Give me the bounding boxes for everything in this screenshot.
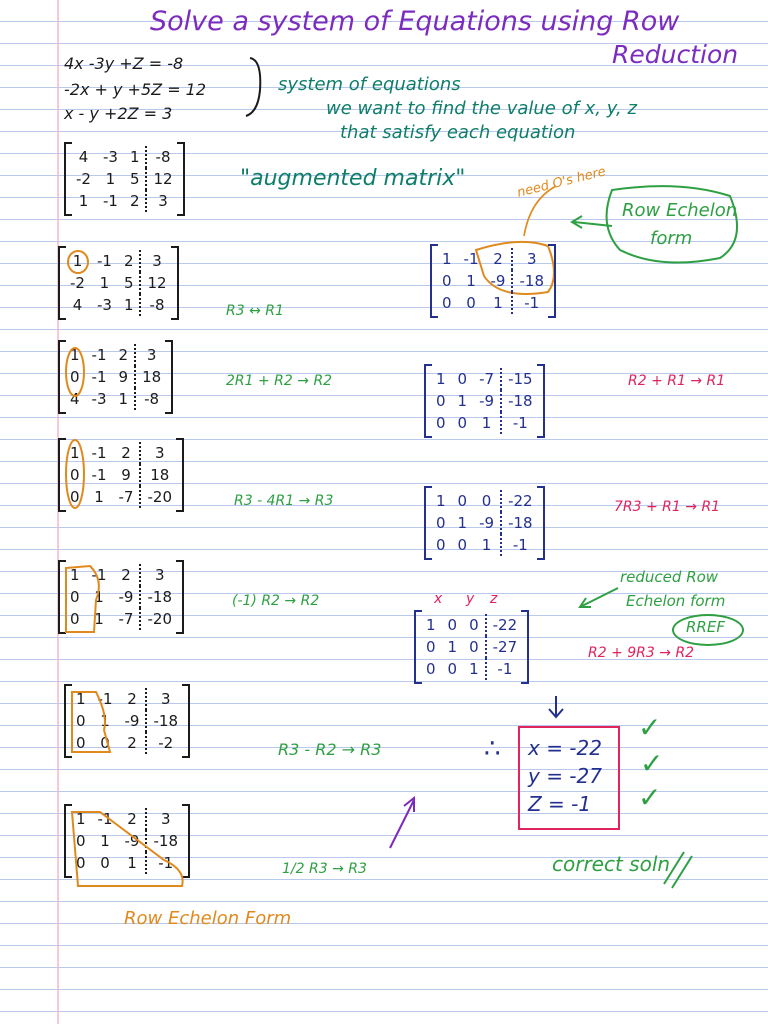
correct-solution-note: correct soln [552, 852, 671, 876]
matrix-cell: 0 [436, 536, 446, 554]
matrix-cell: -1 [91, 346, 107, 364]
var-header-x: x [434, 591, 443, 607]
page-title-continued: Reduction [612, 40, 739, 69]
matrix-cell: 0 [426, 638, 436, 656]
matrix-rhs-cell: 3 [135, 344, 167, 366]
matrix-cell: 1 [442, 250, 452, 268]
matrix-rhs-cell: -27 [486, 636, 524, 658]
matrix-cell: 1 [457, 392, 468, 410]
matrix-rhs-cell: -18 [501, 512, 539, 534]
matrix-cell: 1 [105, 170, 116, 188]
matrix-cell: 0 [436, 514, 446, 532]
matrix-rhs-cell: 18 [140, 464, 178, 486]
matrix-rhs-cell: 3 [140, 564, 178, 586]
matrix-cell: 0 [457, 492, 468, 510]
var-header-z: z [490, 591, 498, 607]
matrix-cell: 0 [442, 272, 452, 290]
matrix-cell: -3 [91, 390, 107, 408]
matrix-cell: 2 [121, 444, 131, 462]
matrix-rhs-cell: 3 [146, 688, 184, 710]
matrix-cell: 0 [426, 660, 436, 678]
matrix-rhs-cell: 3 [146, 808, 184, 830]
matrix-cell: 1 [469, 660, 479, 678]
checkmark-icon: ✓ [638, 711, 662, 744]
matrix-rhs-cell: 3 [140, 442, 178, 464]
row-echelon-bubble-line1: Row Echelon [622, 200, 738, 221]
matrix-cell: 1 [70, 566, 80, 584]
matrix-cell: 1 [123, 296, 134, 314]
matrix-cell: -3 [96, 296, 112, 314]
equation-2: -2x + y +5Z = 12 [64, 80, 207, 99]
matrix-cell: 1 [70, 346, 80, 364]
matrix-rhs-cell: 12 [140, 272, 172, 294]
matrix-cell: 4 [70, 390, 80, 408]
matrix-rhs-cell: -22 [486, 614, 524, 636]
matrix-rhs-cell: -8 [135, 388, 167, 410]
matrix-rhs-cell: -1 [501, 534, 539, 556]
matrix-cell: 1 [436, 492, 446, 510]
matrix-cell: -9 [479, 514, 495, 532]
matrix-cell: -7 [118, 488, 134, 506]
matrix-cell: 1 [426, 616, 436, 634]
matrix-cell: 0 [466, 294, 476, 312]
matrix-cell: 0 [100, 854, 110, 872]
matrix-rhs-cell: -1 [146, 852, 184, 874]
matrix-cell: 0 [442, 294, 452, 312]
matrix-rhs-cell: -18 [146, 710, 184, 732]
solution-y: y = -27 [528, 764, 602, 788]
system-label: system of equations [278, 74, 461, 95]
matrix-rhs-cell: 3 [512, 248, 550, 270]
matrix-cell: 0 [100, 734, 110, 752]
matrix-cell: 2 [493, 250, 503, 268]
right-op-1: R2 + R1 → R1 [628, 373, 726, 389]
matrix-cell: 0 [76, 832, 86, 850]
matrix-cell: -1 [91, 444, 107, 462]
matrix-cell: 1 [76, 810, 86, 828]
matrix-cell: 0 [70, 466, 80, 484]
matrix-cell: 0 [76, 854, 86, 872]
matrix-rhs-cell: -8 [140, 294, 172, 316]
matrix-cell: -2 [70, 274, 85, 292]
matrix-cell: 1 [457, 514, 468, 532]
matrix-cell: 0 [70, 368, 80, 386]
matrix-cell: -1 [97, 810, 113, 828]
matrix-cell: -3 [102, 148, 118, 166]
matrix-cell: 2 [121, 566, 131, 584]
matrix-cell: 0 [481, 492, 492, 510]
matrix-cell: 0 [469, 638, 479, 656]
matrix-cell: -1 [96, 252, 112, 270]
matrix-cell: 2 [127, 734, 137, 752]
matrix-cell: 0 [447, 616, 458, 634]
matrix-cell: -7 [118, 610, 134, 628]
matrix-cell: -1 [91, 566, 107, 584]
matrix-cell: 1 [127, 854, 137, 872]
matrix-cell: 2 [123, 252, 134, 270]
step-op-3: R3 - 4R1 → R3 [234, 493, 334, 509]
matrix-cell: 1 [118, 390, 129, 408]
matrix-cell: -9 [124, 712, 140, 730]
matrix-rhs-cell: 12 [146, 168, 178, 190]
row-echelon-bubble-line2: form [650, 228, 693, 249]
matrix-rhs-cell: 3 [146, 190, 178, 212]
rref-label-line1: reduced Row [620, 568, 719, 586]
need-zeros-label: need O's here [515, 164, 608, 201]
page-title: Solve a system of Equations using Row [150, 6, 680, 37]
matrix-cell: 0 [70, 610, 80, 628]
matrix-cell: 1 [72, 252, 83, 270]
system-note-2: that satisfy each equation [340, 122, 576, 143]
therefore-symbol: ∴ [484, 734, 501, 764]
matrix-cell: -1 [463, 250, 479, 268]
matrix-cell: 1 [99, 274, 110, 292]
matrix-cell: 0 [70, 588, 80, 606]
step-op-2: 2R1 + R2 → R2 [226, 373, 333, 389]
matrix-cell: 0 [469, 616, 479, 634]
matrix-cell: -9 [124, 832, 140, 850]
equation-1: 4x -3y +Z = -8 [64, 54, 184, 73]
matrix-cell: 0 [457, 536, 468, 554]
matrix-rhs-cell: -1 [501, 412, 539, 434]
augmented-matrix-label: "augmented matrix" [240, 166, 466, 191]
step-op-5: R3 - R2 → R3 [278, 740, 382, 759]
matrix-cell: 1 [493, 294, 503, 312]
checkmark-icon: ✓ [638, 781, 662, 814]
matrix-cell: 1 [78, 192, 89, 210]
matrix-cell: 1 [481, 414, 492, 432]
matrix-cell: 1 [481, 536, 492, 554]
step-op-1: R3 ↔ R1 [226, 303, 284, 319]
matrix-rhs-cell: -18 [146, 830, 184, 852]
matrix-rhs-cell: -18 [140, 586, 178, 608]
matrix-cell: 1 [70, 444, 80, 462]
right-op-2: 7R3 + R1 → R1 [614, 499, 721, 515]
matrix-cell: 1 [94, 610, 104, 628]
matrix-cell: -9 [490, 272, 506, 290]
matrix-cell: 5 [123, 274, 134, 292]
matrix-cell: 1 [76, 690, 86, 708]
matrix-cell: -1 [91, 466, 107, 484]
matrix-cell: -2 [76, 170, 91, 188]
matrix-cell: 1 [447, 638, 458, 656]
matrix-cell: -1 [102, 192, 118, 210]
row-echelon-caption: Row Echelon Form [124, 908, 292, 929]
matrix-rhs-cell: -8 [146, 146, 178, 168]
matrix-cell: 1 [466, 272, 476, 290]
matrix-cell: 9 [121, 466, 131, 484]
equation-3: x - y +2Z = 3 [64, 104, 173, 123]
matrix-cell: 1 [100, 832, 110, 850]
matrix-cell: 1 [100, 712, 110, 730]
matrix-cell: 0 [436, 414, 446, 432]
matrix-cell: 1 [436, 370, 446, 388]
matrix-cell: -1 [97, 690, 113, 708]
matrix-rhs-cell: -1 [512, 292, 550, 314]
solution-x: x = -22 [528, 736, 602, 760]
matrix-cell: -1 [91, 368, 107, 386]
matrix-cell: 4 [72, 296, 83, 314]
matrix-rhs-cell: -2 [146, 732, 184, 754]
matrix-cell: 1 [94, 488, 104, 506]
system-note-1: we want to find the value of x, y, z [326, 98, 637, 119]
matrix-cell: 2 [127, 810, 137, 828]
rref-abbr: RREF [686, 618, 725, 636]
matrix-rhs-cell: 3 [140, 250, 172, 272]
right-op-3: R2 + 9R3 → R2 [588, 645, 695, 661]
var-header-y: y [466, 591, 475, 607]
matrix-cell: 2 [118, 346, 129, 364]
matrix-rhs-cell: -18 [501, 390, 539, 412]
matrix-cell: 1 [129, 148, 140, 166]
matrix-cell: -9 [118, 588, 134, 606]
checkmark-icon: ✓ [640, 747, 664, 780]
matrix-rhs-cell: -20 [140, 486, 178, 508]
matrix-cell: 9 [118, 368, 129, 386]
matrix-cell: 0 [76, 734, 86, 752]
matrix-cell: 2 [127, 690, 137, 708]
matrix-cell: 4 [78, 148, 89, 166]
matrix-cell: 0 [436, 392, 446, 410]
matrix-cell: 5 [129, 170, 140, 188]
matrix-rhs-cell: -22 [501, 490, 539, 512]
solution-z: Z = -1 [528, 792, 592, 816]
matrix-cell: 0 [70, 488, 80, 506]
matrix-cell: 0 [457, 414, 468, 432]
matrix-cell: 0 [447, 660, 458, 678]
matrix-cell: 2 [129, 192, 140, 210]
matrix-rhs-cell: -15 [501, 368, 539, 390]
rref-label-line2: Echelon form [626, 592, 726, 610]
matrix-rhs-cell: -18 [512, 270, 550, 292]
step-op-4: (-1) R2 → R2 [232, 593, 320, 609]
matrix-cell: 0 [457, 370, 468, 388]
matrix-rhs-cell: 18 [135, 366, 167, 388]
matrix-cell: -9 [479, 392, 495, 410]
matrix-cell: 0 [76, 712, 86, 730]
matrix-cell: 1 [94, 588, 104, 606]
step-op-6: 1/2 R3 → R3 [282, 861, 367, 877]
matrix-rhs-cell: -1 [486, 658, 524, 680]
matrix-cell: -7 [479, 370, 495, 388]
matrix-rhs-cell: -20 [140, 608, 178, 630]
